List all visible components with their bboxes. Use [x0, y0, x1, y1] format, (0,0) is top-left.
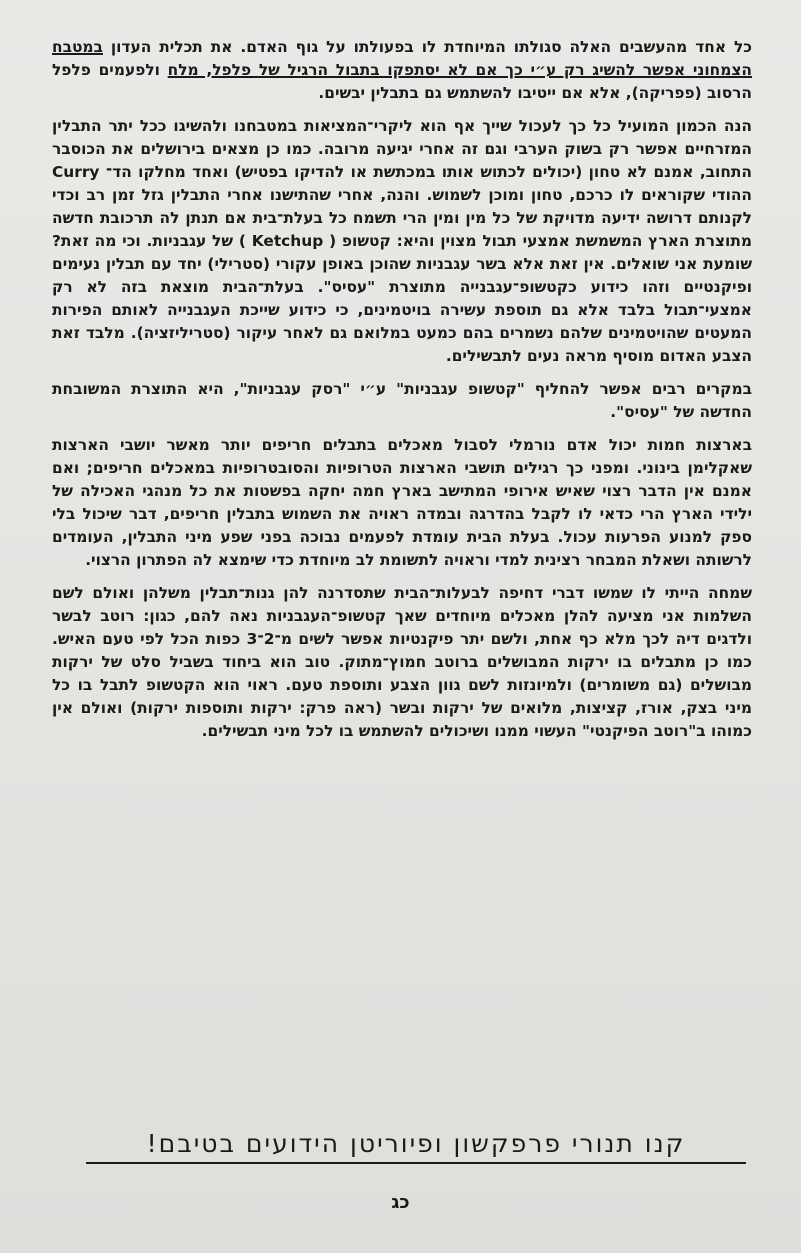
- paragraph-3-text: במקרים רבים אפשר להחליף "קטשופ עגבניות" ע״י "רסק עגבניות", היא התוצרת המשובחת החדשה של "עסיס".: [52, 380, 752, 421]
- paragraph-2: [52, 115, 752, 368]
- page-number: כג: [391, 1192, 410, 1213]
- paragraph-1-text: כל אחד מהעשבים האלה סגולתו המיוחדת לו בפעולתו על גוף האדם. את תכלית העדון: [102, 38, 752, 56]
- paragraph-3: [52, 378, 752, 424]
- paragraph-2-text: הנה הכמון המועיל כל כך לעכול שייך אף הוא ליקרי־המציאות במטבחנו ולהשיגו ככל יתר התבלין המזרחיים אפשר רק בשוק הערבי וגם זה אחרי יגיעה מרובה. כמו כן מצאים בירושלים את הכוסבר התחוב, אמנם לא טחון (יכולים לכתוש אותו במכתשת או להדיקו בפטיש) ואחד מחלקו הד־ Curry ההודי שקוראים לו כרכם, טחון ומוכן לשמוש. והנה, אחרי שהתישנו אחרי התבלין גזל זמן רב וכדי לקנותם דרושה ידיעה מדויקת של כל מין ומין הרי תשמח כל בעלת־בית אם תנתן לה תרכובת חדשה מתוצרת הארץ המשמשת אמצעי תבול מצוין והיא: קטשופ ( Ketchup ) של עגבניות. וכי מה זאת? שומעת אני שואלים. אין זאת אלא בשר עגבניות שהוכן באופן עקורי (סטרילי) יחד עם תבלין נעימים ופיקנטיים וזהו כידוע כקטשופ־עגבנייה מתוצרת "עסיס". בעלת־הבית מוצאת בזה לא רק אמצעי־תבול בלבד אלא גם תוספת עשירה בויטמינים, כי כידוע שייכת העגבנייה לאותם הפירות המעטים שהויטמינים שלהם נשמרים בהם כמעט במלואם גם לאחר עיקור (סטריליזציה). מלבד זאת הצבע האדום מוסיף מראה נעים לתבשילים.: [52, 117, 752, 365]
- paragraph-4-text: בארצות חמות יכול אדם נורמלי לסבול מאכלים בתבלים חריפים יותר מאשר יושבי הארצות שאקלימן בינוני. ומפני כך רגילים תושבי הארצות הטרופיות והסובטרופיות במאכלים חריפים; ואם אמנם אין הדבר רצוי שאיש אירופי המתישב בארץ חמה יחקה בפשטות את כל מנהגי האכילה של ילידי הארץ הרי כדאי לו לקבל בהדרגה ובמדה ראויה את השמוש בתבלין חריפים, דבר שיכול בלי ספק למנוע הפרעות עכול. בעלת הבית עומדת לפעמים נבוכה בפני שפע מיני התבלין, העומדים לרשותה ושאלת המבחר רצינית למדי וראויה לתשומת לב מיוחדת כדי שימצא לה הפתרון הרצוי.: [52, 436, 752, 569]
- paragraph-1-text-continued: ולפעמים פלפל הרסוב (פפריקה), אלא אם ייטיבו להשתמש גם בתבלין יבשים.: [52, 61, 752, 102]
- advertisement-banner: קנו תנורי פרפקשון ופיוריטן הידועים בטיבם!: [86, 1128, 746, 1164]
- paragraph-1-underlined-text: במטבח הצמחוני אפשר להשיג רק ע״י כך אם לא יסתפקו בתבול הרגיל של פלפל, מלח: [52, 38, 753, 79]
- paragraph-5-text: שמחה הייתי לו שמשו דברי דחיפה לבעלות־הבית שתסדרנה להן גנות־תבלין משלהן ואולם לשם השלמות אני מציעה להלן מאכלים מיוחדים שאך קטשופ־העגבניות נאה להם, כגון: רוטב לבשר ולדגים דיה לכך מלא כף אחת, ולשם יתר פיקנטיות אפשר לשים מ־2־3 כפות הכל לפי טעם האיש. כמו כן מתבלים בו ירקות המבושלים ברוטב חמוץ־מתוק. טוב הוא ביחוד בשביל סלט של ירקות מבושלים (גם משומרים) ולמיונזות לשם גוון הצבע ותוספת טעם. ראוי הוא הקטשופ לתבל בו כל מיני בצק, אורז, קציצות, מלואים של ירקות ובשר (ראה פרק: ירקות ותוספות ירקות) ואולם אין כמוהו ב"רוטב הפיקנטי" העשוי ממנו ושיכולים להשתמש בו לכל מיני תבשילים.: [52, 584, 752, 740]
- paragraph-4: [52, 434, 752, 572]
- paragraph-5: [52, 582, 752, 743]
- paragraph-1: [52, 36, 752, 105]
- body-text: [52, 36, 752, 753]
